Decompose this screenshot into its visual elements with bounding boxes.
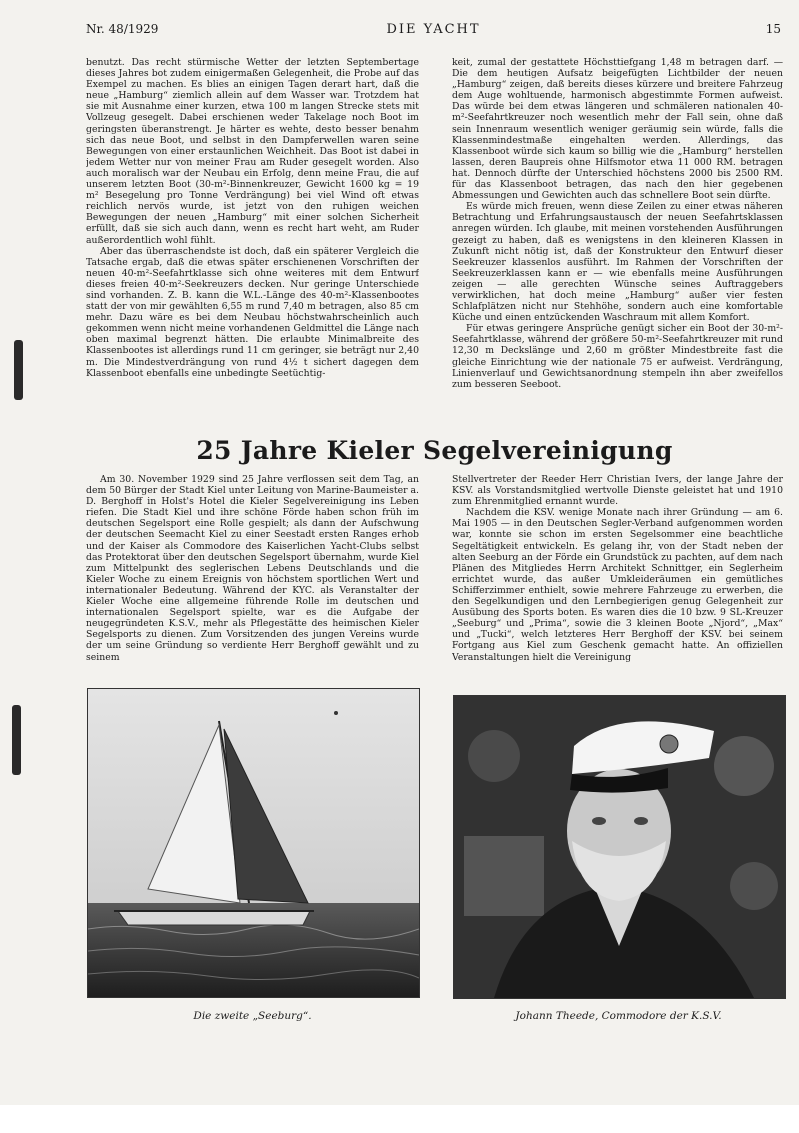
portrait-caption: Johann Theede, Commodore der K.S.V. xyxy=(515,1010,722,1022)
binder-hole-bottom xyxy=(12,705,21,775)
sailboat-photo xyxy=(87,688,420,998)
page-bottom-edge xyxy=(0,1105,799,1133)
previous-article-column-2 xyxy=(452,57,783,409)
sailboat-caption: Die zweite „Seeburg“. xyxy=(193,1010,312,1022)
article-column-1 xyxy=(86,474,419,674)
paragraph: Nachdem die KSV. wenige Monate nach ihrer Gründung — am 6. Mai 1905 — in den Deutschen Segler-Verband aufgenommen worden war, konnte sie schon im ersten Segelsommer eine beachtliche Segeltätigkeit entwickeln. Es gelang ihr, von der Stadt neben der alten Seeburg an der Förde ein Grundstück zu pachten, auf dem nach Plänen des Mitgliedes Herrn Architekt Schnittger, ein Seglerheim errichtet wurde, das außer Umkleideräumen ein gemütliches Schifferzimmer enthielt, sowie mehrere Fahrzeuge zu erwerben, die den Segelkundigen und den Lernbegierigen genug Gelegenheit zur Ausübung des Sports boten. Es waren dies die 10 bzw. 9 SL-Kreuzer „Seeburg“ und „Prima“, sowie die 3 kleinen Boote „Njord“, „Max“ und „Tucki“, welch letzteres Herr Berghoff der KSV. bei seinem Fortgang aus Kiel zum Geschenk gemacht hatte. An offiziellen Veranstaltungen hielt die Vereinigung xyxy=(452,507,783,663)
article-headline: 25 Jahre Kieler Segelvereinigung xyxy=(196,436,673,465)
paragraph: keit, zumal der gestattete Höchsttiefgang 1,48 m betragen darf. — Die dem heutigen Aufsatz beigefügten Lichtbilder der neuen „Hamburg“ zeigen, daß bereits dieses kürzere und breitere Fahrzeug dem Auge wohltuende, harmonisch abgestimmte Formen aufweist. Das würde bei dem etwas längeren und schmäleren nationalen 40-m²-Seefahrtkreuzer noch wesentlich mehr der Fall sein, ohne daß sein Innenraum wesentlich weniger geräumig sein würde, falls die Klassenmindestmaße eingehalten werden. Allerdings, das Klassenboot würde sich kaum so billig wie die „Hamburg“ herstellen lassen, deren Baupreis ohne Hilfsmotor etwa 11 000 RM. betragen hat. Dennoch dürfte der Unterschied höchstens 2000 bis 2500 RM. für das Klassenboot betragen, das nach den hier gegebenen Abmessungen und Gewichten auch das schnellere Boot sein dürfte. xyxy=(452,57,783,202)
paragraph: Es würde mich freuen, wenn diese Zeilen zu einer etwas näheren Betrachtung und Erfahrungsaustausch der neuen Seefahrtsklassen anregen würden. Ich glaube, mit meinen vorstehenden Ausführungen gezeigt zu haben, daß es wenigstens in den kleineren Klassen in Zukunft nicht nötig ist, daß der Konstrukteur den Entwurf dieser Seekreuzer klassenlos ausführt. Im Rahmen der Vorschriften der Seekreuzerklassen kann er — wie ebenfalls meine Ausführungen zeigen — alle gerechten Wünsche seines Auftraggebers verwirklichen, hat doch meine „Hamburg“ außer vier festen Schlafplätzen nicht nur Stehhöhe, sondern auch eine komfortable Küche und einen entzückenden Waschraum mit allem Komfort. xyxy=(452,201,783,324)
paragraph: Am 30. November 1929 sind 25 Jahre verflossen seit dem Tag, an dem 50 Bürger der Stadt Kiel unter Leitung von Marine-Baumeister a. D. Berghoff in Holst's Hotel die Kieler Segelvereinigung ins Leben riefen. Die Stadt Kiel und ihre schöne Förde haben schon früh im deutschen Segelsport eine Rolle gespielt; als dann der Aufschwung der deutschen Seemacht Kiel zu einer Seestadt ersten Ranges erhob und der Kaiser als Commodore des Kaiserlichen Yacht-Clubs selbst das Protektorat über den deutschen Segelsport übernahm, wurde Kiel zum Mittelpunkt des seglerischen Lebens Deutschlands und die Kieler Woche zu einem Ereignis von höchstem sportlichen Wert und internationaler Bedeutung. Während der KYC. als Veranstalter der Kieler Woche eine allgemeine führende Rolle im deutschen und internationalen Segelsport spielte, war es die Aufgabe der neugegründeten K.S.V., mehr als Pflegestätte des heimischen Kieler Segelsports zu dienen. Zum Vorsitzenden des jungen Vereins wurde der um seine Gründung so verdiente Herr Berghoff gewählt und zu seinem xyxy=(86,474,419,663)
paragraph: Aber das überraschendste ist doch, daß ein späterer Vergleich die Tatsache ergab, daß die etwas später erschienenen Vorschriften der neuen 40-m²-Seefahrtklasse sich ohne weiteres mit dem Entwurf dieses freien 40-m²-Seekreuzers decken. Nur geringe Unterschiede sind vorhanden. Z. B. kann die W.L.-Länge des 40-m²-Klassenbootes statt der von mir gewählten 6,55 m rund 7,40 m betragen, also 85 cm mehr. Dazu wäre es bei dem Neubau höchstwahrscheinlich auch gekommen wenn nicht meine vorhandenen Geldmittel die Länge nach oben maximal begrenzt hätten. Die erlaubte Minimalbreite des Klassenbootes ist allerdings rund 11 cm geringer, sie beträgt nur 2,40 m. Die Mindestverdrängung von rund 4½ t sichert dagegen dem Klassenboot ebenfalls eine unbedingte Seetüchtig- xyxy=(86,245,419,379)
article-column-2 xyxy=(452,474,783,674)
binder-hole-top xyxy=(14,340,23,400)
previous-article-column-1 xyxy=(86,57,419,409)
sailboat-image xyxy=(88,689,419,997)
issue-number: Nr. 48/1929 xyxy=(86,22,159,36)
paragraph: benutzt. Das recht stürmische Wetter der letzten Septembertage dieses Jahres bot zudem einigermaßen Gelegenheit, die Probe auf das Exempel zu machen. Es blies an einigen Tagen derart hart, daß die neue „Hamburg“ ziemlich allein auf dem Wasser war. Trotzdem hat sie mit Ausnahme einer kurzen, etwa 100 m langen Strecke stets mit Vollzeug gesegelt. Dabei erschienen weder Takelage noch Boot im geringsten überanstrengt. Je härter es wehte, desto besser benahm sich das neue Boot, und selbst in den Dampferwellen waren seine Bewegungen von einer erstaunlichen Weichheit. Das Boot ist dabei in jedem Wetter nur von meiner Frau am Ruder gesegelt worden. Also auch moralisch war der Neubau ein Erfolg, denn meine Frau, die auf unserem letzten Boot (30-m²-Binnenkreuzer, Gewicht 1600 kg = 19 m² Besegelung pro Tonne Verdrängung) bei viel Wind oft etwas reichlich nervös wurde, ist jetzt von den ruhigen weichen Bewegungen der neuen „Hamburg“ mit einer solchen Sicherheit erfüllt, daß sie sich auch dann, wenn es recht hart weht, am Ruder außerordentlich wohl fühlt. xyxy=(86,57,419,246)
magazine-title: DIE YACHT xyxy=(386,22,481,37)
page-number: 15 xyxy=(765,22,781,36)
paragraph: Stellvertreter der Reeder Herr Christian Ivers, der lange Jahre der KSV. als Vorstandsmitglied wertvolle Dienste geleistet hat und 1910 zum Ehrenmitglied ernannt wurde. xyxy=(452,474,783,508)
paragraph: Für etwas geringere Ansprüche genügt sicher ein Boot der 30-m²-Seefahrtklasse, während der größere 50-m²-Seefahrtkreuzer mit rund 12,30 m Deckslänge und 2,60 m größter Mindestbreite fast die gleiche Einrichtung wie der nationale 75 er aufweist. Verdrängung, Linienverlauf und Gewichtsanordnung stempeln ihn aber zweifellos zum besseren Seeboot. xyxy=(452,323,783,390)
commodore-portrait xyxy=(453,695,786,999)
page-header xyxy=(86,22,781,40)
portrait-image xyxy=(454,696,785,998)
